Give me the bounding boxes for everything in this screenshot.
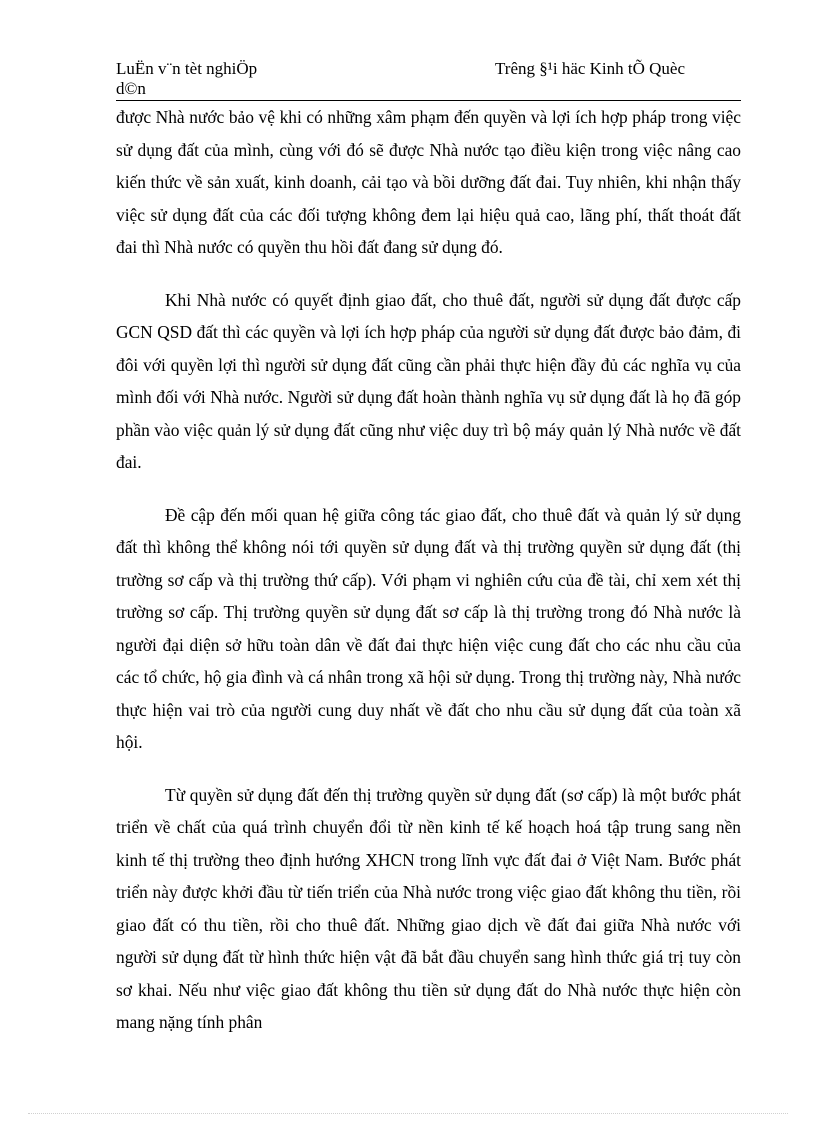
paragraph-2: Khi Nhà nước có quyết định giao đất, cho thuê đất, người sử dụng đất được cấp GCN QSD đất thì các quyền và lợi ích hợp pháp của người sử dụng đất được bảo đảm, đi đôi với quyền lợi thì người sử dụng đất cũng cần phải thực hiện đầy đủ các nghĩa vụ của mình đối với Nhà nước. Người sử dụng đất hoàn thành nghĩa vụ sử dụng đất là họ đã góp phần vào việc quản lý sử dụng đất cũng như việc duy trì bộ máy quản lý Nhà nước về đất đai.: [116, 289, 741, 472]
document-body: [116, 101, 741, 1059]
header-university-name: Trêng §¹i häc Kinh tÕ Quèc: [495, 59, 686, 78]
page-bottom-border: [28, 1113, 788, 1114]
paragraph-4: Từ quyền sử dụng đất đến thị trường quyền sử dụng đất (sơ cấp) là một bước phát triển về chất của quá trình chuyển đổi từ nền kinh tế kế hoạch hoá tập trung sang nền kinh tế thị trường theo định hướng XHCN trong lĩnh vực đất đai ở Việt Nam. Bước phát triển này được khởi đầu từ tiến triển của Nhà nước trong việc giao đất không thu tiền, rồi giao đất có thu tiền, rồi cho thuê đất. Những giao dịch về đất đai giữa Nhà nước với người sử dụng đất từ hình thức hiện vật đã bắt đầu chuyển sang hình thức giá trị tuy còn sơ khai. Nếu như việc giao đất không thu tiền sử dụng đất do Nhà nước thực hiện còn mang nặng tính phân: [116, 784, 741, 1032]
page-header: [116, 59, 741, 99]
header-thesis-title: LuËn v¨n tèt nghiÖp d©n: [116, 59, 258, 98]
paragraph-3: Đề cập đến mối quan hệ giữa công tác giao đất, cho thuê đất và quản lý sử dụng đất thì không thể không nói tới quyền sử dụng đất và thị trường quyền sử dụng đất (thị trường sơ cấp và thị trường thứ cấp). Với phạm vi nghiên cứu của đề tài, chỉ xem xét thị trường sơ cấp. Thị trường quyền sử dụng đất sơ cấp là thị trường trong đó Nhà nước là người đại diện sở hữu toàn dân về đất đai thực hiện việc cung đất cho các nhu cầu của các tổ chức, hộ gia đình và cá nhân trong xã hội sử dụng. Trong thị trường này, Nhà nước thực hiện vai trò của người cung duy nhất về đất cho nhu cầu sử dụng đất của toàn xã hội.: [116, 504, 741, 752]
paragraph-1: được Nhà nước bảo vệ khi có những xâm phạm đến quyền và lợi ích hợp pháp trong việc sử dụng đất của mình, cùng với đó sẽ được Nhà nước tạo điều kiện trong việc nâng cao kiến thức về sản xuất, kinh doanh, cải tạo và bồi dưỡng đất đai. Tuy nhiên, khi nhận thấy việc sử dụng đất của các đối tượng không đem lại hiệu quả cao, lãng phí, thất thoát đất đai thì Nhà nước có quyền thu hồi đất đang sử dụng đó.: [116, 107, 741, 257]
